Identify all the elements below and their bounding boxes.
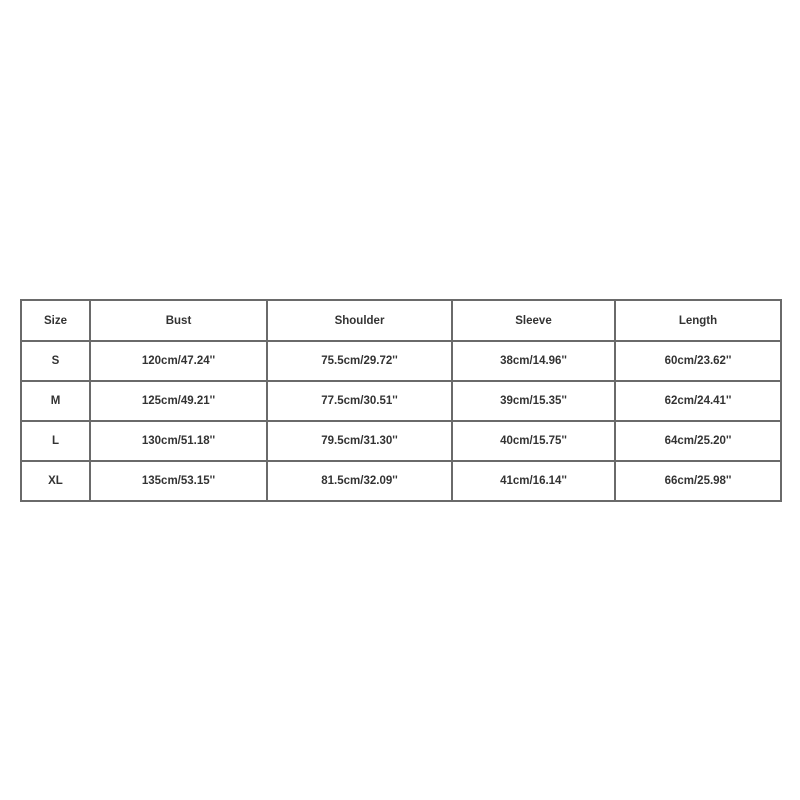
cell-shoulder: 77.5cm/30.51'' [267, 381, 452, 421]
cell-bust: 130cm/51.18'' [90, 421, 267, 461]
cell-shoulder: 81.5cm/32.09'' [267, 461, 452, 501]
header-shoulder: Shoulder [267, 300, 452, 341]
cell-length: 66cm/25.98'' [615, 461, 781, 501]
cell-size: XL [21, 461, 90, 501]
table-header-row [21, 300, 781, 341]
table-row [21, 421, 781, 461]
cell-shoulder: 79.5cm/31.30'' [267, 421, 452, 461]
header-length: Length [615, 300, 781, 341]
cell-length: 60cm/23.62'' [615, 341, 781, 381]
header-bust: Bust [90, 300, 267, 341]
cell-bust: 125cm/49.21'' [90, 381, 267, 421]
size-chart-table [20, 299, 782, 502]
cell-size: L [21, 421, 90, 461]
header-sleeve: Sleeve [452, 300, 615, 341]
cell-sleeve: 38cm/14.96'' [452, 341, 615, 381]
header-size: Size [21, 300, 90, 341]
cell-bust: 120cm/47.24'' [90, 341, 267, 381]
cell-size: M [21, 381, 90, 421]
cell-sleeve: 41cm/16.14'' [452, 461, 615, 501]
table-row [21, 341, 781, 381]
cell-size: S [21, 341, 90, 381]
cell-length: 62cm/24.41'' [615, 381, 781, 421]
cell-sleeve: 39cm/15.35'' [452, 381, 615, 421]
cell-shoulder: 75.5cm/29.72'' [267, 341, 452, 381]
table-row [21, 461, 781, 501]
cell-sleeve: 40cm/15.75'' [452, 421, 615, 461]
cell-length: 64cm/25.20'' [615, 421, 781, 461]
cell-bust: 135cm/53.15'' [90, 461, 267, 501]
table-row [21, 381, 781, 421]
